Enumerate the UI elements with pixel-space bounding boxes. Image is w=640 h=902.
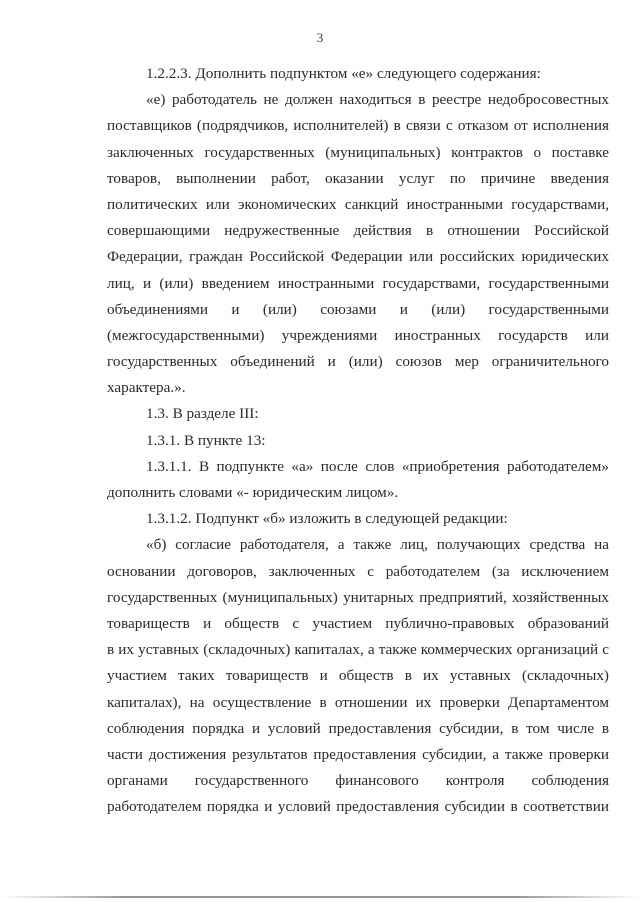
text-line: поставщиков (подрядчиков, исполнителей) в связи с отказом от исполнения <box>107 117 609 135</box>
text-line: лиц, и (или) введением иностранными государствами, государственными <box>107 274 609 292</box>
text-line: 1.3. В разделе III: <box>146 405 259 423</box>
text-line: «е) работодатель не должен находиться в реестре недобросовестных <box>146 91 609 109</box>
text-line: объединениями и (или) союзами и (или) государственными <box>107 300 609 318</box>
text-line: в их уставных (складочных) капиталах, а также коммерческих организаций с <box>107 641 609 659</box>
document-body <box>107 61 609 820</box>
text-line: товариществ и обществ с участием публично-правовых образований <box>107 614 609 632</box>
text-line: дополнить словами «- юридическим лицом». <box>107 484 399 501</box>
text-line: капиталах), на осуществление в отношении их проверки Департаментом <box>107 693 609 711</box>
text-line: 1.3.1.1. В подпункте «а» после слов «приобретения работодателем» <box>146 457 609 475</box>
text-line: заключенных государственных (муниципальных) контрактов о поставке <box>107 143 609 161</box>
text-line: «б) согласие работодателя, а также лиц, получающих средства на <box>146 536 609 554</box>
text-line: государственных объединений и (или) союзов мер ограничительного <box>107 353 609 371</box>
text-line: работодателем порядка и условий предоставления субсидии в соответствии <box>107 798 609 816</box>
text-line: 1.2.2.3. Дополнить подпунктом «е» следующего содержания: <box>146 65 541 82</box>
text-line: (межгосударственными) учреждениями иностранных государств или <box>107 326 609 344</box>
text-line: политических или экономических санкций иностранными государствами, <box>107 195 609 213</box>
text-line: государственных (муниципальных) унитарных предприятий, хозяйственных <box>107 588 609 606</box>
text-line: 1.3.1. В пункте 13: <box>146 431 266 449</box>
text-line: участием таких товариществ и обществ в их уставных (складочных) <box>107 667 609 685</box>
page-number: 3 <box>316 30 324 45</box>
text-line: органами государственного финансового контроля соблюдения <box>107 772 609 790</box>
text-line: характера.». <box>107 379 186 397</box>
page-bottom-edge <box>0 896 640 898</box>
text-line: товаров, выполнении работ, оказании услуг по причине введения <box>107 169 609 187</box>
text-line: Федерации, граждан Российской Федерации или российских юридических <box>107 248 609 266</box>
text-line: совершающими недружественные действия в отношении Российской <box>107 222 609 240</box>
text-line: части достижения результатов предоставления субсидии, а также проверки <box>107 745 609 763</box>
text-line: соблюдения порядка и условий предоставления субсидии, в том числе в <box>107 719 609 737</box>
text-line: основании договоров, заключенных с работодателем (за исключением <box>107 562 609 580</box>
text-line: 1.3.1.2. Подпункт «б» изложить в следующей редакции: <box>146 510 508 528</box>
